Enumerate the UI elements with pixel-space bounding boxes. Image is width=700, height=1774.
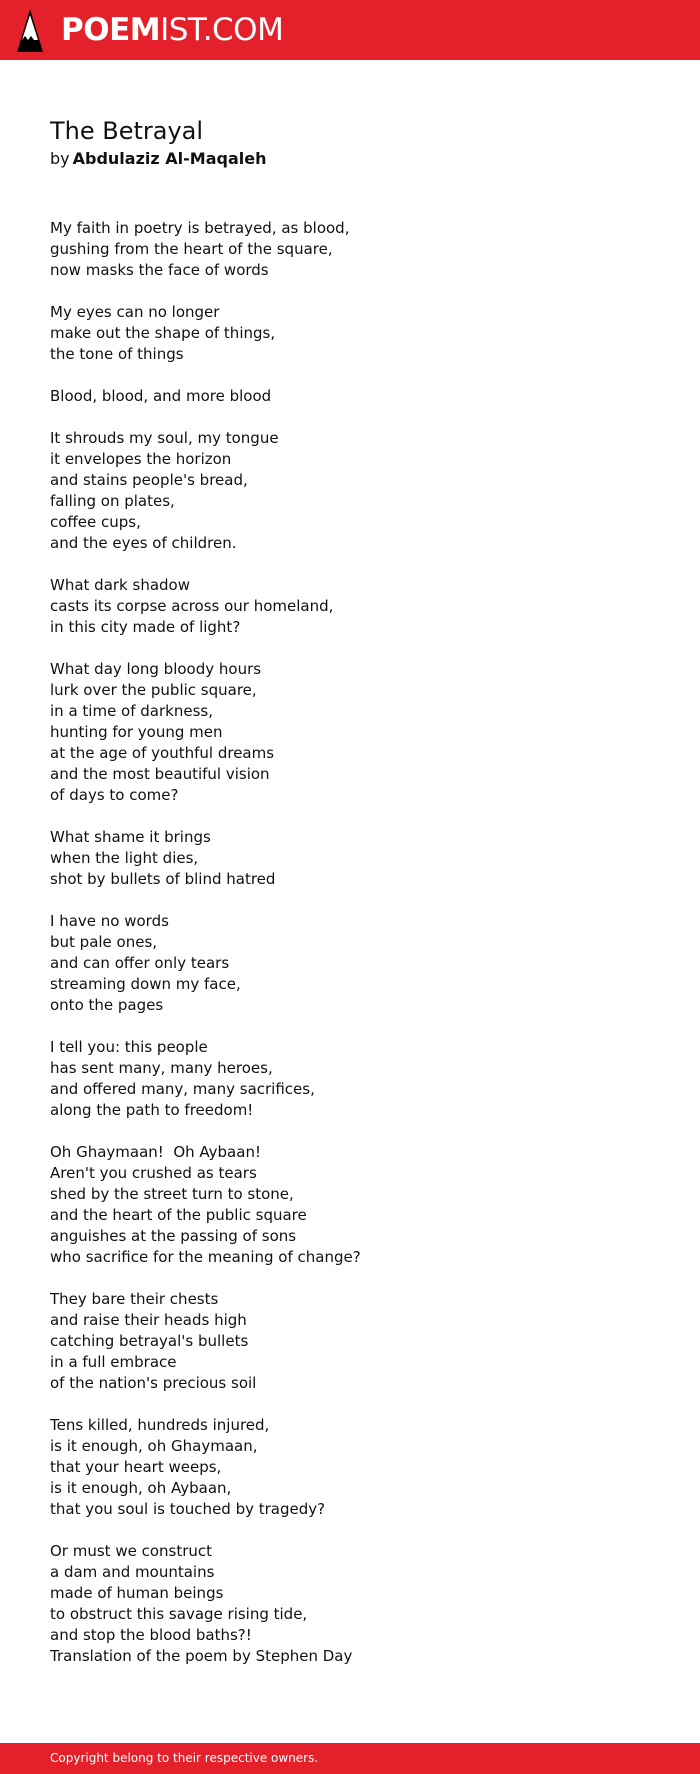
poem-line: is it enough, oh Ghaymaan, <box>50 1437 258 1455</box>
poem-line: anguishes at the passing of sons <box>50 1227 297 1245</box>
stanza-break <box>50 407 610 428</box>
poem-line: falling on plates, <box>50 492 175 510</box>
pencil-tip-icon[interactable] <box>17 9 43 52</box>
stanza-break <box>50 638 610 659</box>
poem-line: but pale ones, <box>50 933 158 951</box>
poem-line: who sacrifice for the meaning of change? <box>50 1248 361 1266</box>
stanza-break <box>50 1268 610 1289</box>
poem-line: in this city made of light? <box>50 618 241 636</box>
poem-line: It shrouds my soul, my tongue <box>50 429 279 447</box>
poem-line: My eyes can no longer <box>50 303 220 321</box>
poem-line: and the heart of the public square <box>50 1206 307 1224</box>
stanza-break <box>50 281 610 302</box>
poem-line: What dark shadow <box>50 576 190 594</box>
by-label: by <box>50 149 70 168</box>
poem-title: The Betrayal <box>50 117 204 145</box>
poem-line: streaming down my face, <box>50 975 241 993</box>
poem-line: Aren't you crushed as tears <box>50 1164 257 1182</box>
site-header <box>0 0 700 60</box>
stanza-break <box>50 806 610 827</box>
poem-line: Tens killed, hundreds injured, <box>50 1416 270 1434</box>
poem-line: is it enough, oh Aybaan, <box>50 1479 232 1497</box>
poem-line: Or must we construct <box>50 1542 213 1560</box>
poem-line: onto the pages <box>50 996 164 1014</box>
poem-line: and raise their heads high <box>50 1311 247 1329</box>
poem-line: and offered many, many sacrifices, <box>50 1080 315 1098</box>
poem-line: casts its corpse across our homeland, <box>50 597 334 615</box>
poem-line: and can offer only tears <box>50 954 230 972</box>
poem-line: My faith in poetry is betrayed, as blood, <box>50 219 350 237</box>
poem-line: Oh Ghaymaan! Oh Aybaan! <box>50 1143 261 1161</box>
poem-line: shot by bullets of blind hatred <box>50 870 276 888</box>
poem-line: They bare their chests <box>50 1290 219 1308</box>
logo-bold-text: POEM <box>61 12 161 48</box>
author-name: Abdulaziz Al-Maqaleh <box>72 149 267 168</box>
poem-line: lurk over the public square, <box>50 681 257 699</box>
poem-line: a dam and mountains <box>50 1563 215 1581</box>
poem-line: make out the shape of things, <box>50 324 276 342</box>
poem-line: in a full embrace <box>50 1353 177 1371</box>
poem-line: that you soul is touched by tragedy? <box>50 1500 326 1518</box>
poem-line: the tone of things <box>50 345 184 363</box>
poem-line: to obstruct this savage rising tide, <box>50 1605 308 1623</box>
poem-line: made of human beings <box>50 1584 224 1602</box>
stanza-break <box>50 1121 610 1142</box>
poem-line: shed by the street turn to stone, <box>50 1185 294 1203</box>
poem-line: Translation of the poem by Stephen Day <box>50 1647 353 1665</box>
poem-line: has sent many, many heroes, <box>50 1059 273 1077</box>
poem-line: now masks the face of words <box>50 261 269 279</box>
site-footer <box>0 1743 700 1774</box>
site-logo[interactable] <box>61 10 283 50</box>
stanza-break <box>50 1394 610 1415</box>
poem-line: along the path to freedom! <box>50 1101 254 1119</box>
stanza-break <box>50 1520 610 1541</box>
poem-line: What shame it brings <box>50 828 211 846</box>
poem-line: at the age of youthful dreams <box>50 744 275 762</box>
poem-line: of the nation's precious soil <box>50 1374 257 1392</box>
stanza-break <box>50 890 610 911</box>
poem-line: What day long bloody hours <box>50 660 262 678</box>
poem-body <box>50 218 610 1667</box>
poem-line: of days to come? <box>50 786 179 804</box>
stanza-break <box>50 365 610 386</box>
poem-line: Blood, blood, and more blood <box>50 387 272 405</box>
poem-line: in a time of darkness, <box>50 702 213 720</box>
logo-light-text: IST.COM <box>160 12 284 48</box>
poem-line: hunting for young men <box>50 723 223 741</box>
stanza-break <box>50 554 610 575</box>
poem-line: and the eyes of children. <box>50 534 237 552</box>
byline <box>50 148 266 170</box>
poem-line: coffee cups, <box>50 513 141 531</box>
stanza-break <box>50 1016 610 1037</box>
poem-line: I tell you: this people <box>50 1038 208 1056</box>
poem-line: when the light dies, <box>50 849 199 867</box>
poem-line: I have no words <box>50 912 169 930</box>
poem-line: that your heart weeps, <box>50 1458 222 1476</box>
poem-line: catching betrayal's bullets <box>50 1332 249 1350</box>
poem-line: gushing from the heart of the square, <box>50 240 333 258</box>
poem-line: it envelopes the horizon <box>50 450 232 468</box>
poem-line: and stains people's bread, <box>50 471 248 489</box>
copyright-text: Copyright belong to their respective owners. <box>50 1751 319 1765</box>
poem-line: and stop the blood baths?! <box>50 1626 252 1644</box>
poem-line: and the most beautiful vision <box>50 765 270 783</box>
